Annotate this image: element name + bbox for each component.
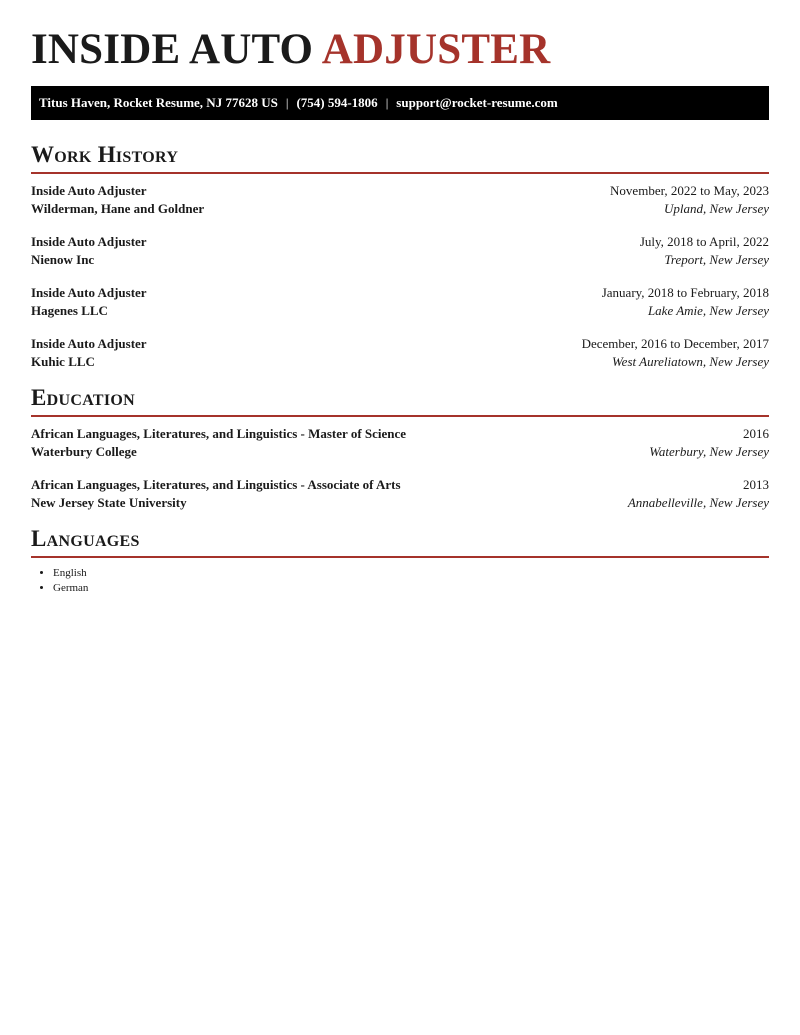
job-title: Inside Auto Adjuster — [31, 336, 147, 351]
school-name: Waterbury College — [31, 444, 137, 459]
job-location: Treport, New Jersey — [664, 252, 769, 267]
company-name: Hagenes LLC — [31, 303, 108, 318]
job-title: Inside Auto Adjuster — [31, 285, 147, 300]
contact-separator: | — [385, 95, 389, 110]
company-name: Wilderman, Hane and Goldner — [31, 201, 205, 216]
work-history-list — [31, 182, 769, 371]
job-dates: December, 2016 to December, 2017 — [581, 336, 769, 351]
job-dates: November, 2022 to May, 2023 — [610, 183, 769, 198]
section-title-languages: Languages — [31, 526, 769, 558]
contact-bar — [31, 86, 769, 120]
job-title: Inside Auto Adjuster — [31, 234, 147, 249]
company-name: Kuhic LLC — [31, 354, 95, 369]
contact-email: support@rocket-resume.com — [396, 95, 558, 110]
job-location: Upland, New Jersey — [663, 201, 769, 216]
languages-list — [31, 566, 769, 596]
work-entry — [31, 335, 769, 371]
education-entry — [31, 425, 769, 461]
job-location: Lake Amie, New Jersey — [647, 303, 769, 318]
job-location: West Aureliatown, New Jersey — [612, 354, 769, 369]
job-dates: July, 2018 to April, 2022 — [639, 234, 769, 249]
school-location: Waterbury, New Jersey — [649, 444, 769, 459]
education-list — [31, 425, 769, 512]
contact-phone: (754) 594-1806 — [296, 95, 378, 110]
work-entry — [31, 182, 769, 218]
work-entry — [31, 284, 769, 320]
contact-address: Titus Haven, Rocket Resume, NJ 77628 US — [39, 95, 278, 110]
language-item: • German — [53, 581, 769, 596]
school-name: New Jersey State University — [31, 495, 187, 510]
title-part-1: INSIDE AUTO — [31, 26, 314, 73]
work-entry — [31, 233, 769, 269]
degree-name: African Languages, Literatures, and Linguistics - Associate of Arts — [31, 477, 401, 492]
job-title: Inside Auto Adjuster — [31, 183, 147, 198]
graduation-year: 2016 — [743, 426, 769, 441]
section-title-work-history: Work History — [31, 142, 769, 174]
education-entry — [31, 476, 769, 512]
resume-title — [31, 28, 769, 72]
school-location: Annabelleville, New Jersey — [627, 495, 769, 510]
section-title-education: Education — [31, 385, 769, 417]
degree-name: African Languages, Literatures, and Linguistics - Master of Science — [31, 426, 407, 441]
language-item: • English — [53, 566, 769, 581]
company-name: Nienow Inc — [31, 252, 95, 267]
graduation-year: 2013 — [743, 477, 769, 492]
contact-separator: | — [285, 95, 289, 110]
title-part-2: ADJUSTER — [321, 26, 551, 73]
job-dates: January, 2018 to February, 2018 — [601, 285, 769, 300]
